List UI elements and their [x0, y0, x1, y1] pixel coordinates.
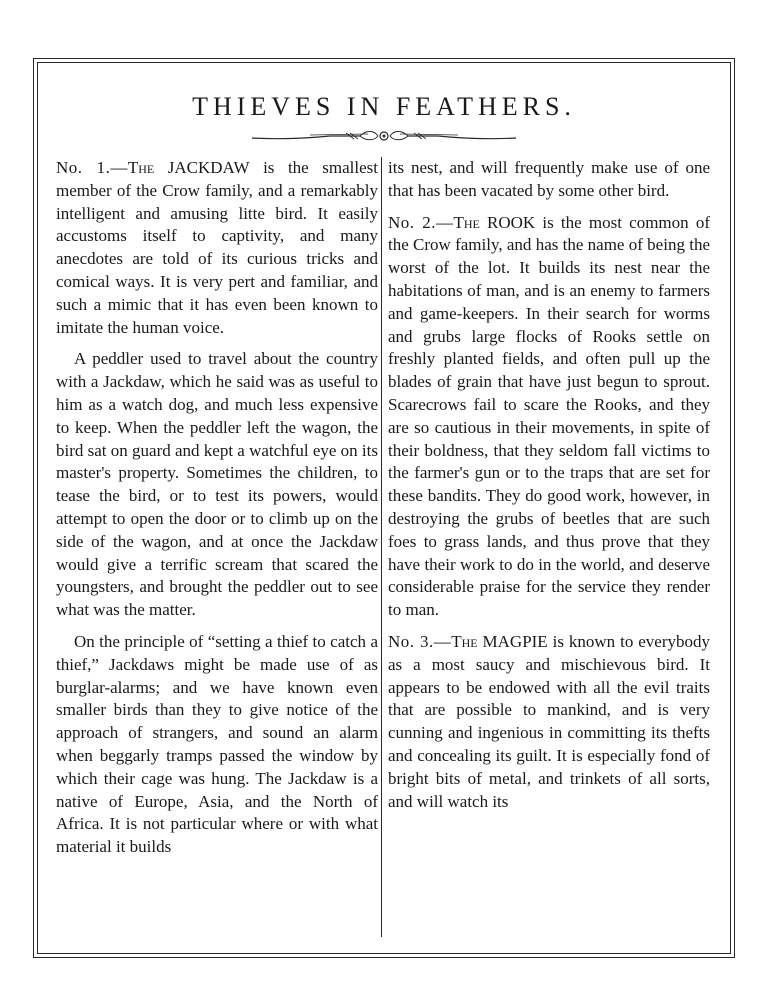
paragraph-text: is the smallest member of the Crow family, and a remarkably intelligent and amusing litte bird. It easily accustoms itself to captivity, and many anecdotes are told of its curious tricks and comical ways. It is very pert and familiar, and such a mimic that it has even been known to imitate the human voice.: [56, 158, 378, 337]
section-lead: The MAGPIE: [451, 631, 548, 651]
page-title: THIEVES IN FEATHERS.: [192, 92, 576, 121]
paragraph-rook: [388, 212, 710, 622]
title-ornament: [250, 128, 518, 144]
section-lead: The JACKDAW: [127, 158, 250, 177]
section-number: No. 3.—: [388, 631, 452, 651]
section-lead: The ROOK: [453, 212, 536, 232]
right-column: [388, 157, 710, 813]
paragraph-peddler: A peddler used to travel about the country with a Jackdaw, which he said was as useful to him as a watch dog, and much less expensive to keep. When the peddler left the wagon, the bird sat on guard and kept a watchful eye on its master's property. Sometimes the children, to tease the bird, or to test its powers, would attempt to open the door or to climb up on the side of the wagon, and at once the Jackdaw would give a terrific scream that scared the youngsters, and brought the peddler out to see what was the matter.: [56, 349, 378, 620]
column-divider: [381, 157, 382, 937]
left-column: [56, 157, 378, 859]
section-number: No. 1.—: [56, 158, 128, 177]
paragraph-text: is known to everybody as a most saucy and mischievous bird. It appears to be endowed with all the evil traits that are possible to mankind, and is very cunning and ingenious in committing its thefts and concealing its guilt. It is especially fond of bright bits of metal, and trinkets of all sorts, and will watch its: [388, 631, 711, 811]
paragraph-thief: On the principle of “setting a thief to catch a thief,” Jackdaws might be made use of as burglar-alarms; and we have known even smaller birds than they to give notice of the approach of strangers, and sound an alarm when beggarly tramps passed the window by which their cage was hung. The Jackdaw is a native of Europe, Asia, and the North of Africa. It is not particular where or with what material it builds: [56, 631, 378, 857]
paragraph-text: is the most common of the Crow family, and has the name of being the worst of the lot. It builds its nest near the habitations of man, and is an enemy to farmers and game-keepers. In their search for worms and grubs large flocks of Rooks settle on freshly planted fields, and often pull up the blades of grain that have just begun to sprout. Scarecrows fail to scare the Rooks, and they are so cautious in their movements, in spite of their boldness, that they seldom fall victims to the farmer's gun or to the traps that are set for these bandits. They do good work, however, in destroying the grubs of beetles that are such foes to grass lands, and thus prove that they have their work to do in the world, and deserve considerable praise for the service they render to man.: [388, 212, 710, 620]
paragraph-nest: its nest, and will frequently make use of one that has been vacated by some other bird.: [388, 158, 710, 200]
section-number: No. 2.—: [388, 212, 454, 232]
paragraph-jackdaw: [56, 157, 378, 339]
paragraph-magpie: [388, 631, 710, 813]
